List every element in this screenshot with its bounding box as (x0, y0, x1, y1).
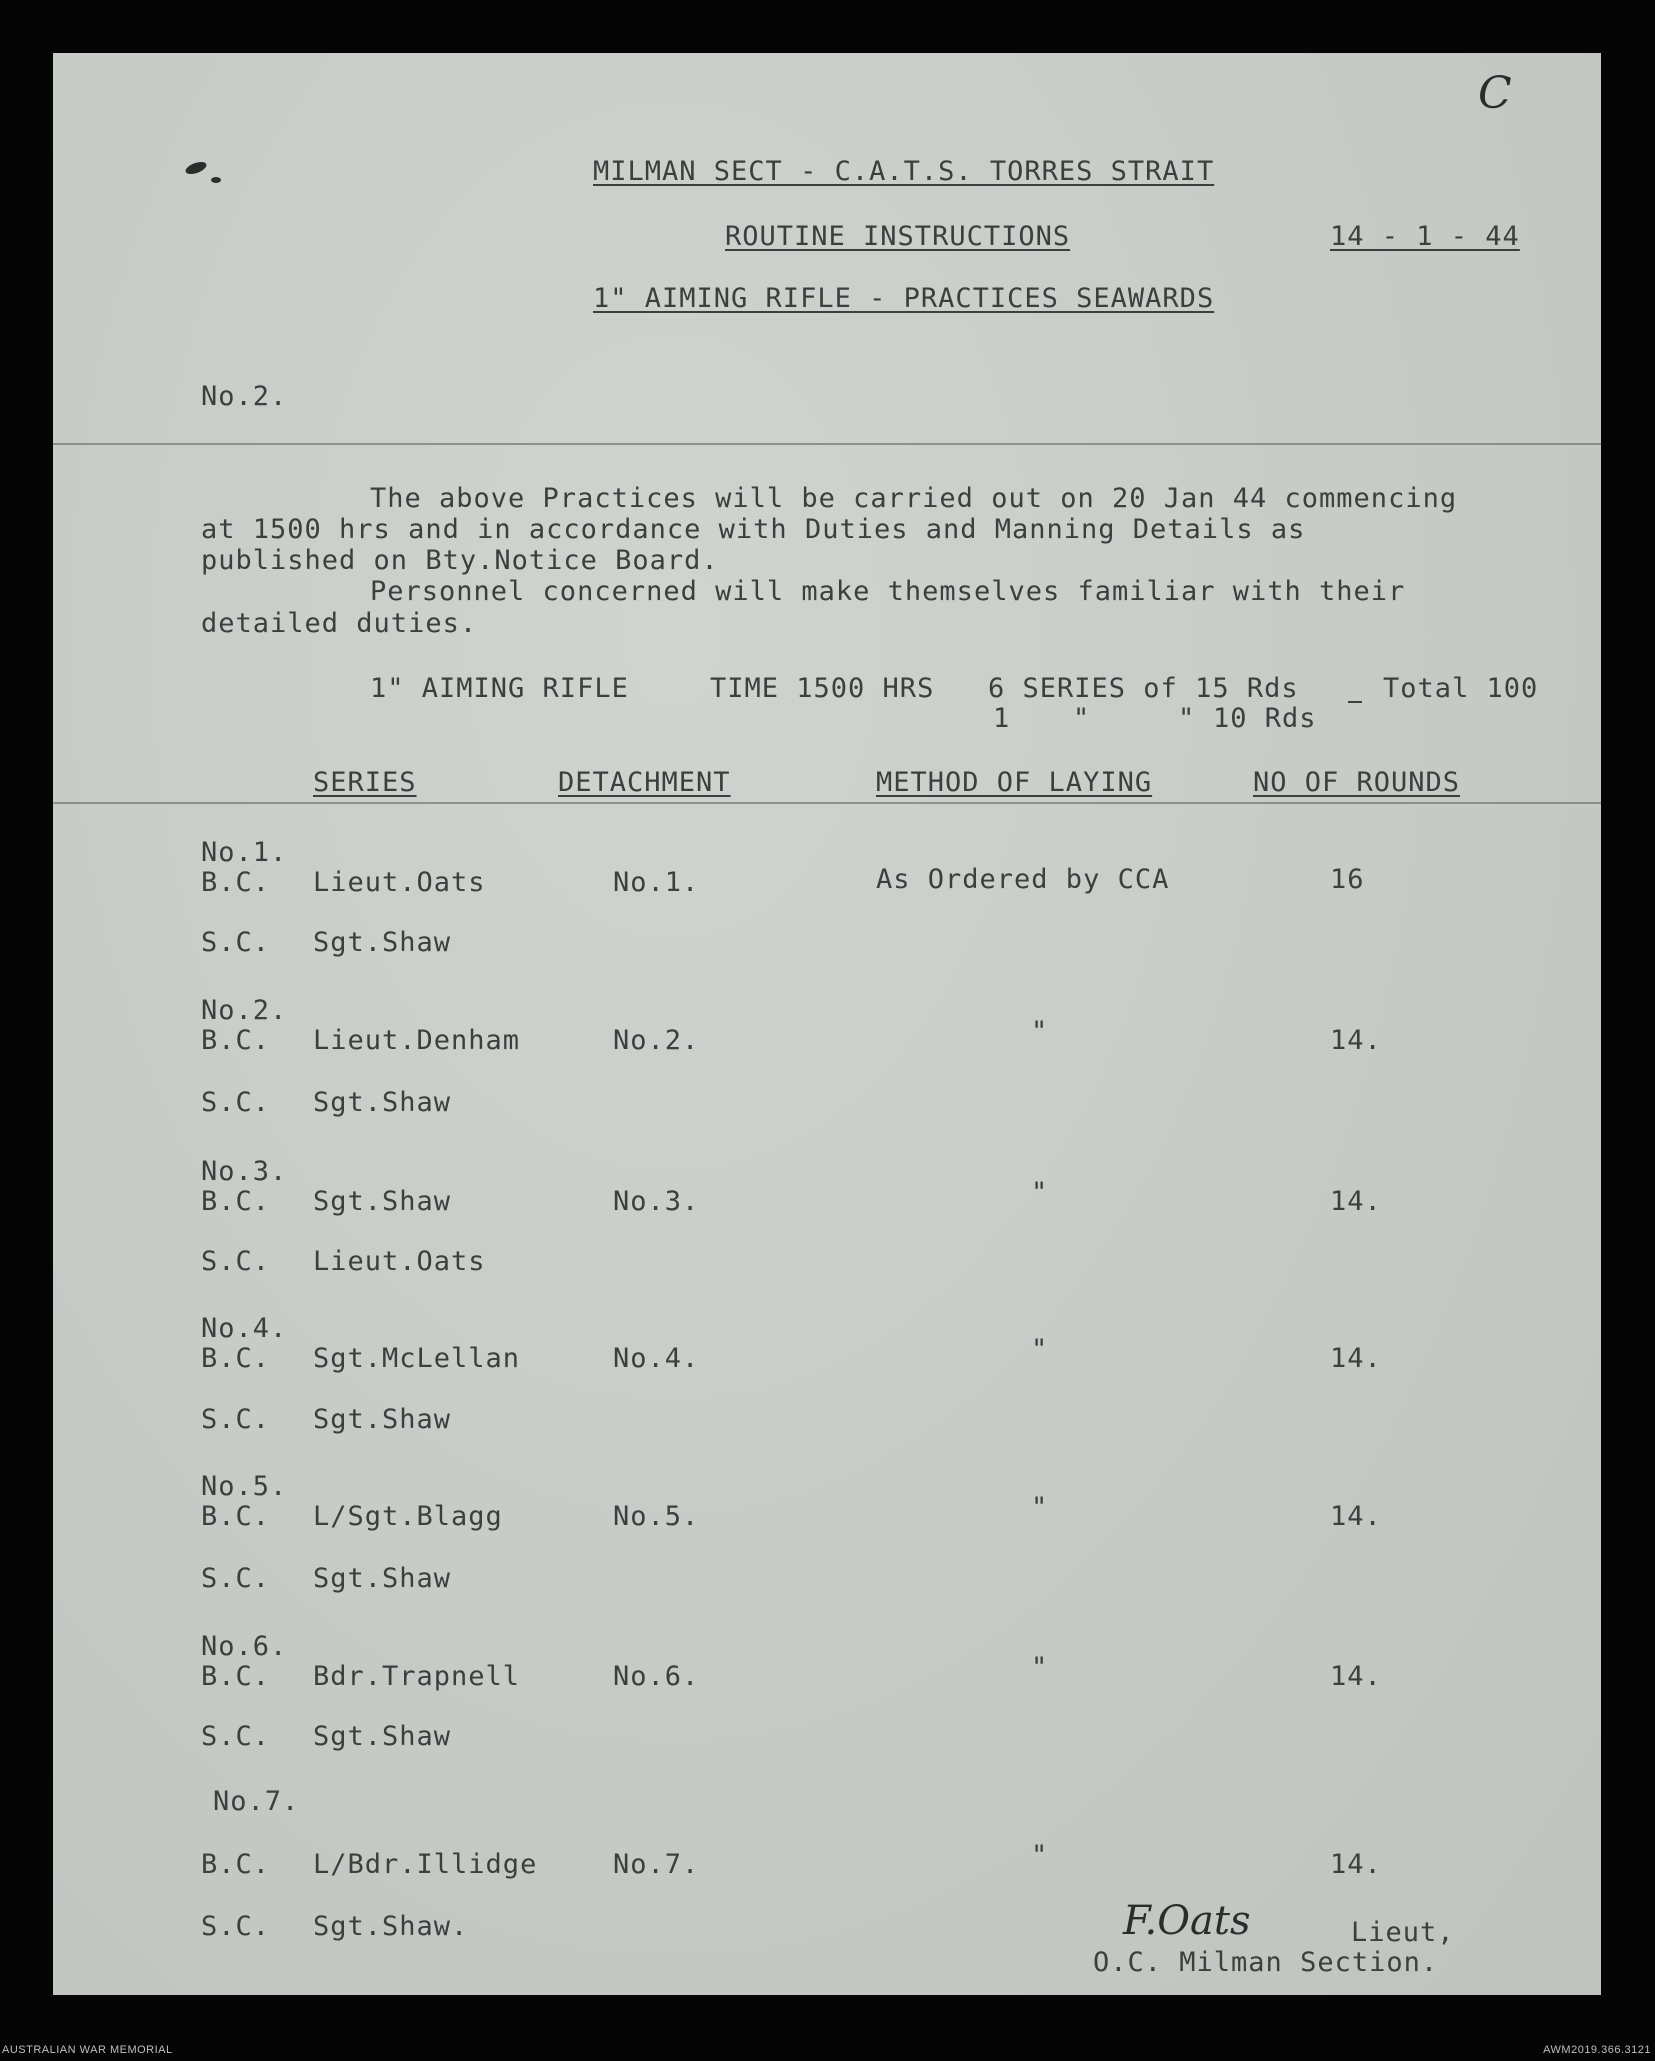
corner-mark: C (1478, 68, 1512, 119)
signature-rank: Lieut, (1351, 1917, 1455, 1948)
instruction-number: No.2. (201, 381, 288, 412)
detachment: No.5. (613, 1501, 700, 1532)
sc-name: Lieut.Oats (313, 1246, 486, 1277)
paragraph-line: Personnel concerned will make themselves familiar with their (370, 576, 1406, 607)
column-header-detachment: DETACHMENT (558, 767, 731, 798)
sc-name: Sgt.Shaw. (313, 1911, 469, 1942)
bc-name: Lieut.Denham (313, 1025, 521, 1056)
summary-ditto: " (1178, 703, 1196, 734)
document-heading: 1" AIMING RIFLE - PRACTICES SEAWARDS (593, 283, 1215, 314)
sc-name: Sgt.Shaw (313, 1721, 452, 1752)
summary-total: Total 100 (1383, 673, 1539, 704)
summary-time: TIME 1500 HRS (710, 673, 935, 704)
rounds: 14. (1330, 1186, 1382, 1217)
bc-role: B.C. (201, 867, 271, 898)
detachment: No.6. (613, 1661, 700, 1692)
sc-name: Sgt.Shaw (313, 1404, 452, 1435)
sc-role: S.C. (201, 1404, 271, 1435)
paragraph-line: detailed duties. (201, 608, 478, 639)
bc-role: B.C. (201, 1343, 271, 1374)
method-of-laying: " (1031, 1652, 1049, 1683)
bc-role: B.C. (201, 1661, 271, 1692)
method-of-laying: " (1031, 1016, 1049, 1047)
bc-name: Lieut.Oats (313, 867, 486, 898)
rounds: 14. (1330, 1025, 1382, 1056)
sc-name: Sgt.Shaw (313, 1563, 452, 1594)
sc-role: S.C. (201, 1721, 271, 1752)
ink-blot-icon (184, 160, 208, 177)
method-of-laying: " (1031, 1334, 1049, 1365)
detachment: No.4. (613, 1343, 700, 1374)
detachment: No.3. (613, 1186, 700, 1217)
document-date: 14 - 1 - 44 (1330, 221, 1520, 252)
series-number: No.6. (201, 1631, 288, 1662)
signature-position: O.C. Milman Section. (1093, 1947, 1439, 1978)
method-of-laying: " (1031, 1840, 1049, 1871)
sc-role: S.C. (201, 1087, 271, 1118)
column-header-rounds: NO OF ROUNDS (1253, 767, 1461, 798)
bc-name: L/Sgt.Blagg (313, 1501, 503, 1532)
bc-role: B.C. (201, 1186, 271, 1217)
footer-left: AUSTRALIAN WAR MEMORIAL (2, 2044, 173, 2056)
rounds: 16 (1330, 864, 1365, 895)
fold-line (53, 802, 1601, 804)
sc-role: S.C. (201, 1246, 271, 1277)
rounds: 14. (1330, 1343, 1382, 1374)
rounds: 14. (1330, 1849, 1382, 1880)
bc-name: Sgt.Shaw (313, 1186, 452, 1217)
document-title: MILMAN SECT - C.A.T.S. TORRES STRAIT (593, 156, 1215, 187)
column-header-series: SERIES (313, 767, 417, 798)
series-number: No.5. (201, 1471, 288, 1502)
bc-role: B.C. (201, 1849, 271, 1880)
series-number: No.1. (201, 837, 288, 868)
summary-rounds: 10 Rds (1213, 703, 1317, 734)
sc-role: S.C. (201, 1911, 271, 1942)
detachment: No.2. (613, 1025, 700, 1056)
series-number: No.7. (213, 1786, 300, 1817)
rounds: 14. (1330, 1501, 1382, 1532)
paragraph-line: at 1500 hrs and in accordance with Duties and Manning Details as (201, 514, 1306, 545)
bc-name: Bdr.Trapnell (313, 1661, 521, 1692)
series-number: No.4. (201, 1313, 288, 1344)
series-number: No.2. (201, 995, 288, 1026)
paragraph-line: The above Practices will be carried out on 20 Jan 44 commencing (370, 483, 1458, 514)
method-of-laying: As Ordered by CCA (876, 864, 1170, 895)
bc-role: B.C. (201, 1501, 271, 1532)
bc-name: L/Bdr.Illidge (313, 1849, 538, 1880)
paragraph-line: published on Bty.Notice Board. (201, 545, 719, 576)
method-of-laying: " (1031, 1492, 1049, 1523)
bc-role: B.C. (201, 1025, 271, 1056)
summary-series: 6 SERIES of 15 Rds (988, 673, 1299, 704)
rounds: 14. (1330, 1661, 1382, 1692)
detachment: No.7. (613, 1849, 700, 1880)
summary-ditto: " (1073, 703, 1091, 734)
summary-label: 1" AIMING RIFLE (370, 673, 629, 704)
footer-right: AWM2019.366.3121 (1543, 2044, 1651, 2056)
summary-qty: 1 (993, 703, 1011, 734)
sc-role: S.C. (201, 927, 271, 958)
method-of-laying: " (1031, 1177, 1049, 1208)
ink-blot-icon (211, 177, 221, 183)
bc-name: Sgt.McLellan (313, 1343, 521, 1374)
detachment: No.1. (613, 867, 700, 898)
sc-name: Sgt.Shaw (313, 927, 452, 958)
document-sheet (53, 53, 1601, 1995)
fold-line (53, 443, 1601, 445)
column-header-method: METHOD OF LAYING (876, 767, 1153, 798)
sc-name: Sgt.Shaw (313, 1087, 452, 1118)
sc-role: S.C. (201, 1563, 271, 1594)
signature: F.Oats (1123, 1898, 1251, 1944)
summary-dash (1348, 701, 1362, 703)
document-subtitle: ROUTINE INSTRUCTIONS (725, 221, 1071, 252)
series-number: No.3. (201, 1156, 288, 1187)
